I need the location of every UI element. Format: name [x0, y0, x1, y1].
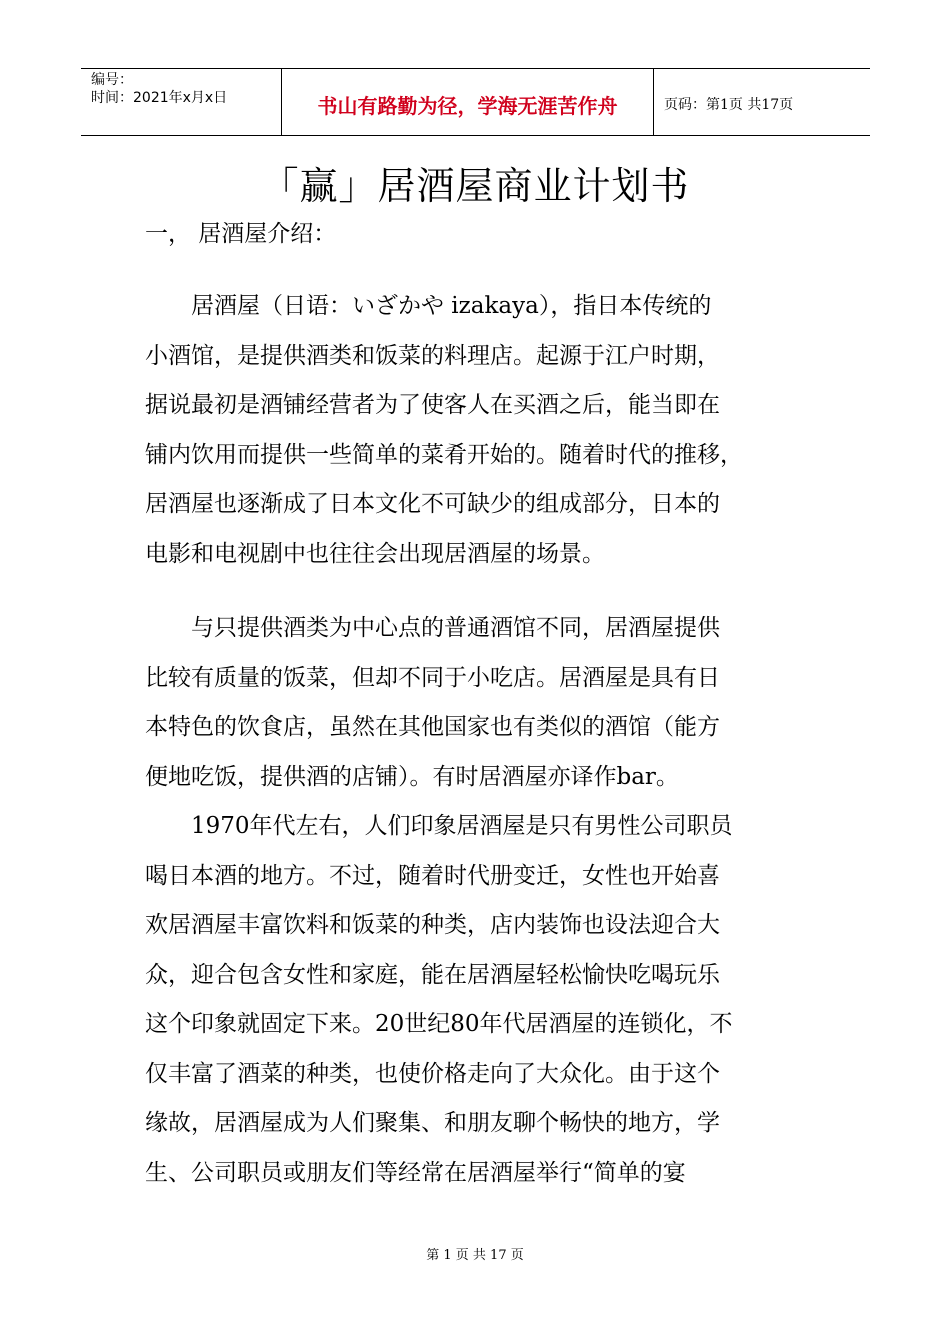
document-title: 「赢」居酒屋商业计划书: [260, 164, 690, 208]
text-line: 小酒馆，是提供酒类和饭菜的料理店。起源于江户时期，: [145, 342, 720, 369]
section-heading: 一， 居酒屋介绍：: [145, 221, 337, 247]
page-header-table: [81, 68, 870, 136]
text-line: 居酒屋（日语：いざかや izakaya），指日本传统的: [145, 293, 712, 319]
text-line: 与只提供酒类为中心点的普通酒馆不同，居酒屋提供: [145, 615, 720, 641]
text-line: 电影和电视剧中也往往会出现居酒屋的场景。: [145, 540, 605, 567]
page-code-text: 页码：第1页 共17页: [664, 97, 794, 113]
text-line: 喝日本酒的地方。不过，随着时代册变迁，女性也开始喜: [145, 862, 720, 889]
text-line: 据说最初是酒铺经营者为了使客人在买酒之后，能当即在: [145, 392, 720, 418]
header-page-cell: [654, 69, 870, 135]
text-line: 便地吃饭，提供酒的店铺）。有时居酒屋亦译作bar。: [145, 763, 679, 790]
text-line: 仅丰富了酒菜的种类，也使价格走向了大众化。由于这个: [145, 1060, 720, 1087]
text-line: 居酒屋也逐渐成了日本文化不可缺少的组成部分，日本的: [145, 491, 720, 517]
paragraph-3: [145, 802, 805, 1198]
text-line: 众，迎合包含女性和家庭，能在居酒屋轻松愉快吃喝玩乐: [145, 961, 720, 988]
text-line: 本特色的饮食店，虽然在其他国家也有类似的酒馆（能方: [145, 714, 720, 740]
motto-text: 书山有路勤为径，学海无涯苦作舟: [317, 93, 618, 118]
text-line: 比较有质量的饭菜，但却不同于小吃店。居酒屋是具有日: [145, 664, 720, 691]
paragraph-2: [145, 604, 805, 802]
text-line: 铺内饮用而提供一些简单的菜肴开始的。随着时代的推移，: [145, 441, 743, 468]
paragraph-1: [145, 282, 805, 579]
serial-number-label: 编号：: [91, 72, 133, 88]
date-label: 时间：2021年x月x日: [91, 90, 228, 106]
text-line: 1970年代左右，人们印象居酒屋是只有男性公司职员: [145, 813, 733, 839]
header-info-cell: [81, 69, 282, 135]
text-line: 欢居酒屋丰富饮料和饭菜的种类，店内装饰也设法迎合大: [145, 912, 720, 938]
text-line: 这个印象就固定下来。20世纪80年代居酒屋的连锁化，不: [145, 1011, 733, 1037]
header-motto-cell: [282, 69, 654, 135]
page-footer: 第 1 页 共 17 页: [426, 1248, 524, 1263]
text-line: 缘故，居酒屋成为人们聚集、和朋友聊个畅快的地方，学: [145, 1110, 720, 1136]
text-line: 生、公司职员或朋友们等经常在居酒屋举行“简单的宴: [145, 1159, 686, 1186]
